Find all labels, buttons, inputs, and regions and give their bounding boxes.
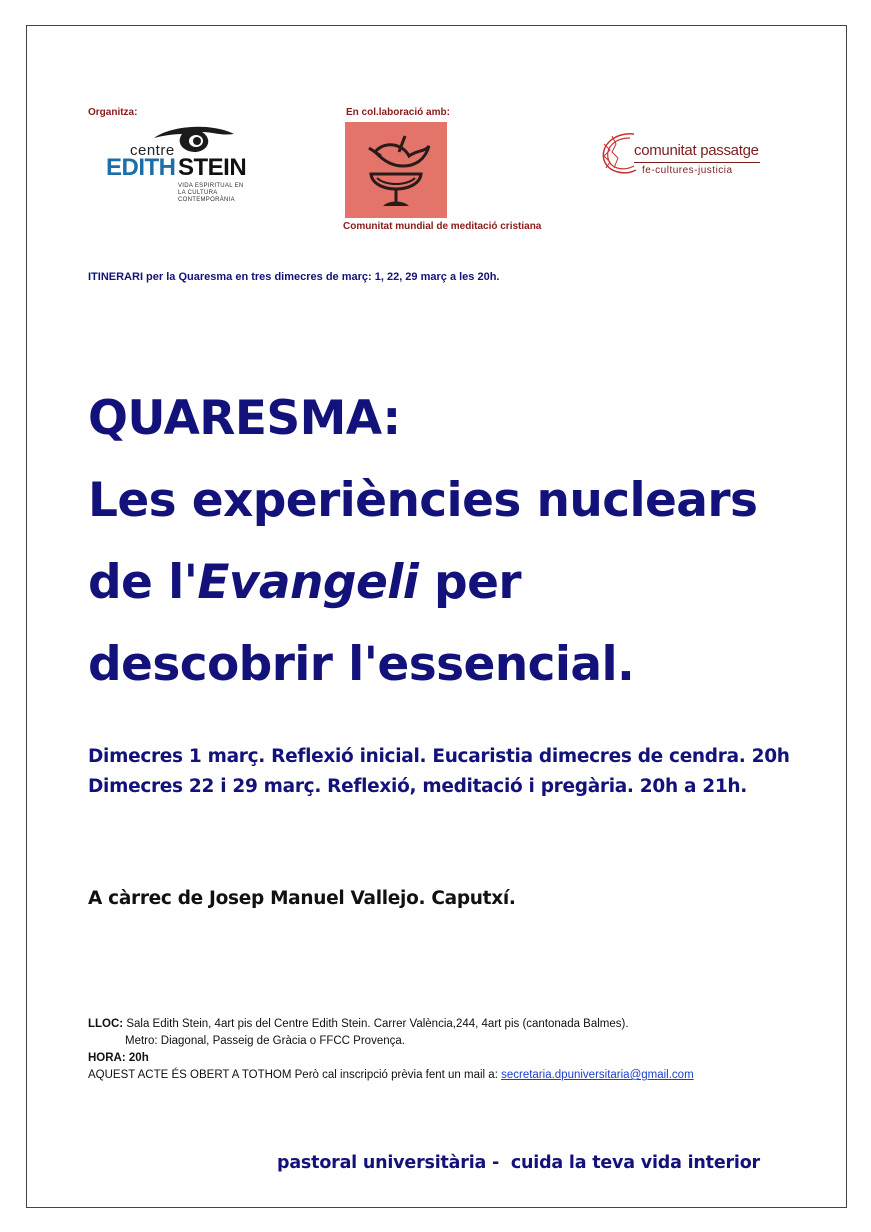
itinerari-line: ITINERARI per la Quaresma en tres dimecres de març: 1, 22, 29 març a les 20h. <box>88 271 500 283</box>
logo-edith-text: EDITH <box>106 154 176 181</box>
passatge-divider <box>634 162 760 163</box>
dates-block <box>88 742 828 802</box>
metro-line: Metro: Diagonal, Passeig de Gràcia o FFCC Provença. <box>125 1035 405 1047</box>
date-line-2: Dimecres 22 i 29 març. Reflexió, meditació i pregària. 20h a 21h. <box>88 776 748 797</box>
logo-tagline: VIDA ESPIRITUAL EN LA CULTURA CONTEMPORÀNIA <box>178 183 244 203</box>
email-link[interactable]: secretaria.dpuniversitaria@gmail.com <box>501 1069 694 1081</box>
speaker-line: A càrrec de Josep Manuel Vallejo. Caputxí. <box>88 888 516 909</box>
meditation-caption: Comunitat mundial de meditació cristiana <box>343 221 542 232</box>
logo-stein-text: STEIN <box>178 154 247 181</box>
info-block <box>88 1016 808 1084</box>
collab-label: En col.laboració amb: <box>346 107 450 118</box>
title-line-2: Les experiències nuclears <box>88 473 758 528</box>
title-line-3: de l'Evangeli per <box>88 555 521 610</box>
date-line-1: Dimecres 1 març. Reflexió inicial. Eucaristia dimecres de cendra. 20h <box>88 746 790 767</box>
title-line-4: descobrir l'essencial. <box>88 637 635 692</box>
main-title <box>88 378 828 706</box>
footer-text: pastoral universitària - cuida la teva vida interior <box>277 1153 760 1173</box>
title-italic-word: Evangeli <box>197 555 419 610</box>
obert-line: AQUEST ACTE ÉS OBERT A TOTHOM Però cal inscripció prèvia fent un mail a: secretaria.dpuniversitaria@gmail.com <box>88 1069 694 1081</box>
passatge-name: comunitat passatge <box>634 142 759 159</box>
organitza-label: Organitza: <box>88 107 138 118</box>
meditation-logo <box>345 122 447 218</box>
passatge-subtitle: fe-cultures-justicia <box>642 165 733 176</box>
chalice-bird-icon <box>345 122 447 218</box>
edith-stein-logo <box>104 122 254 210</box>
hora-line: HORA: 20h <box>88 1052 149 1064</box>
logo-centre-text: centre <box>130 142 175 159</box>
title-line-1: QUARESMA: <box>88 391 401 446</box>
passatge-logo <box>596 128 771 184</box>
lloc-line: LLOC: Sala Edith Stein, 4art pis del Centre Edith Stein. Carrer València,244, 4art pis (cantonada Balmes). <box>88 1018 629 1030</box>
